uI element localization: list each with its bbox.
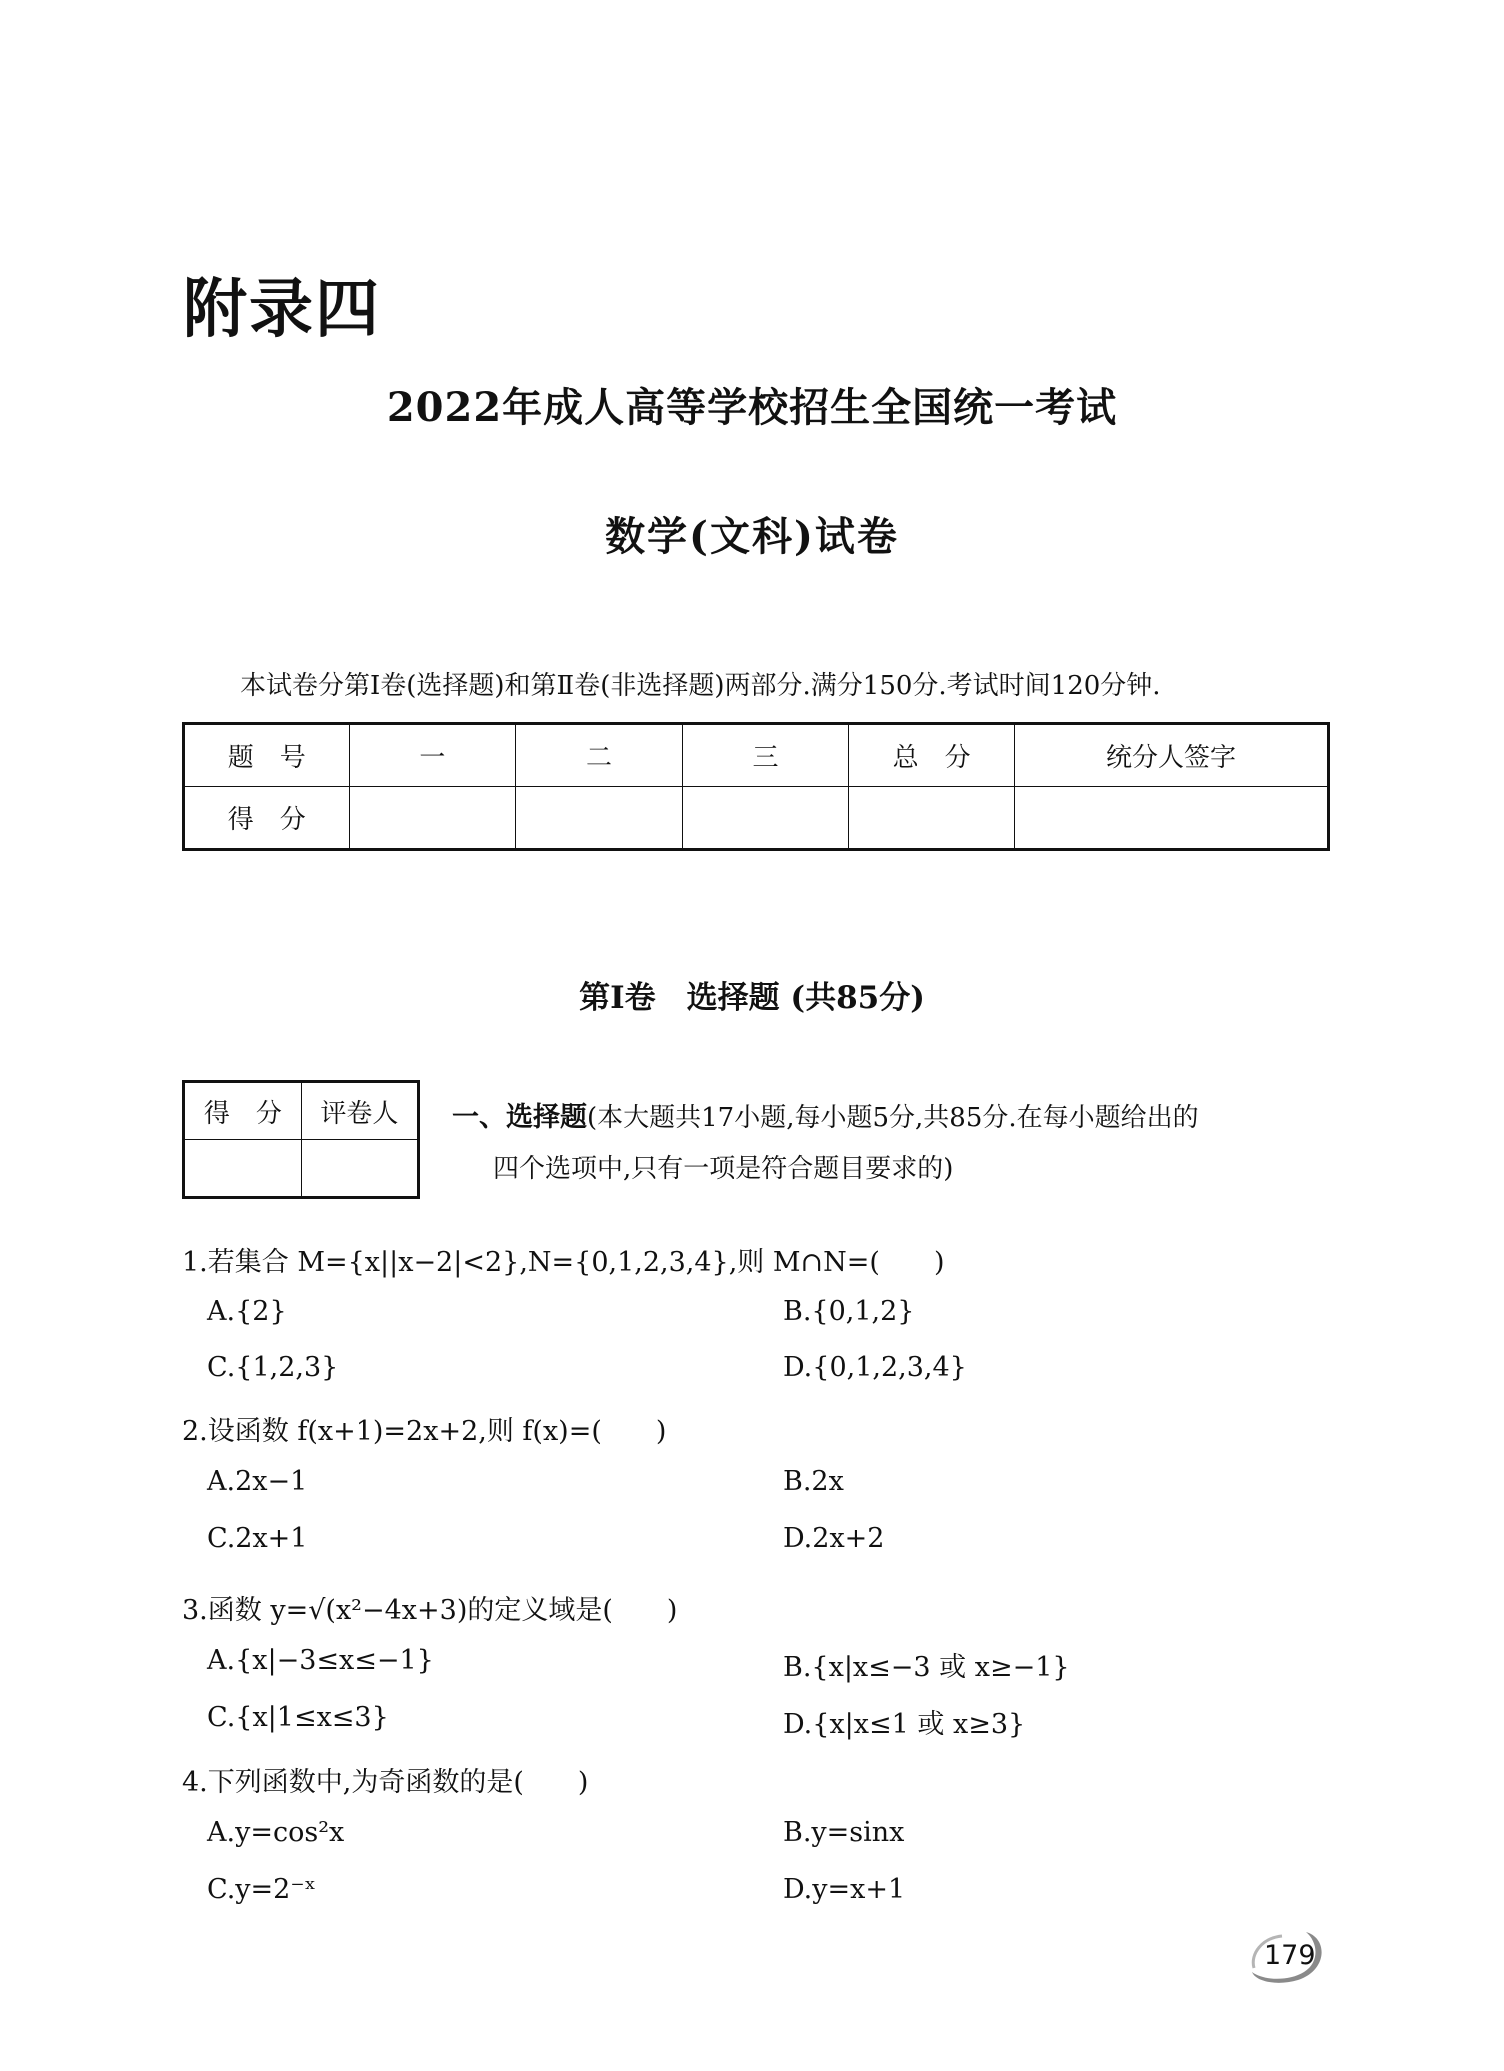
intro-text: 本试卷分第Ⅰ卷(选择题)和第Ⅱ卷(非选择题)两部分.满分150分.考试时间120分钟. — [240, 671, 1161, 701]
score-header-cell: 三 — [682, 724, 849, 787]
question-stem: 4.下列函数中,为奇函数的是( ) — [182, 1767, 589, 1798]
grader-name-label: 评卷人 — [301, 1082, 418, 1140]
option-b: B.{x|x≤−3 或 x≥−1} — [783, 1652, 1070, 1683]
score-header-cell: 统分人签字 — [1014, 724, 1328, 787]
option-d: D.{0,1,2,3,4} — [783, 1352, 967, 1383]
instructions-heading: 一、选择题 — [452, 1102, 587, 1133]
option-d: D.{x|x≤1 或 x≥3} — [783, 1709, 1026, 1740]
paper-title: 数学(文科)试卷 — [605, 513, 899, 560]
score-cell-empty[interactable] — [1014, 787, 1328, 850]
score-table — [182, 722, 1330, 851]
grader-blank-row — [184, 1140, 419, 1198]
option-b: B.{0,1,2} — [783, 1296, 915, 1327]
score-cell-empty[interactable] — [682, 787, 849, 850]
grader-table — [182, 1080, 420, 1199]
score-header-cell: 二 — [516, 724, 683, 787]
score-header-cell: 总 分 — [849, 724, 1015, 787]
score-row-label: 得 分 — [184, 787, 350, 850]
option-b: B.2x — [783, 1466, 844, 1497]
exam-title: 2022年成人高等学校招生全国统一考试 — [386, 384, 1118, 431]
option-d: D.2x+2 — [783, 1523, 885, 1554]
question-stem: 2.设函数 f(x+1)=2x+2,则 f(x)=( ) — [182, 1416, 667, 1447]
option-a: A.y=cos²x — [207, 1817, 345, 1848]
section-title: 第Ⅰ卷 选择题 (共85分) — [579, 980, 925, 1016]
instructions-line-1 — [452, 1095, 1199, 1134]
score-header-cell: 一 — [349, 724, 516, 787]
score-cell-empty[interactable] — [849, 787, 1015, 850]
grader-header-row — [184, 1082, 419, 1140]
instructions-text: (本大题共17小题,每小题5分,共85分.在每小题给出的 — [587, 1103, 1199, 1133]
page-number-badge — [1248, 1928, 1326, 1986]
score-cell-empty[interactable] — [516, 787, 683, 850]
score-table-score-row — [184, 787, 1329, 850]
page-number: 179 — [1264, 1940, 1316, 1971]
score-cell-empty[interactable] — [349, 787, 516, 850]
option-c: C.{1,2,3} — [207, 1352, 339, 1383]
option-d: D.y=x+1 — [783, 1874, 906, 1905]
option-c: C.y=2⁻ˣ — [207, 1874, 317, 1905]
question-stem: 3.函数 y=√(x²−4x+3)的定义域是( ) — [182, 1595, 678, 1626]
score-table-header-row — [184, 724, 1329, 787]
appendix-heading: 附录四 — [183, 273, 381, 347]
question-stem: 1.若集合 M={x||x−2|<2},N={0,1,2,3,4},则 M∩N=( ) — [182, 1247, 945, 1278]
option-a: A.{x|−3≤x≤−1} — [207, 1645, 434, 1676]
option-c: C.2x+1 — [207, 1523, 308, 1554]
instructions-line-2: 四个选项中,只有一项是符合题目要求的) — [493, 1154, 954, 1184]
grader-cell-empty[interactable] — [301, 1140, 418, 1198]
grader-score-label: 得 分 — [184, 1082, 302, 1140]
score-header-cell: 题 号 — [184, 724, 350, 787]
option-c: C.{x|1≤x≤3} — [207, 1702, 389, 1733]
grader-cell-empty[interactable] — [184, 1140, 302, 1198]
option-a: A.{2} — [207, 1296, 287, 1327]
option-b: B.y=sinx — [783, 1817, 905, 1848]
option-a: A.2x−1 — [207, 1466, 308, 1497]
